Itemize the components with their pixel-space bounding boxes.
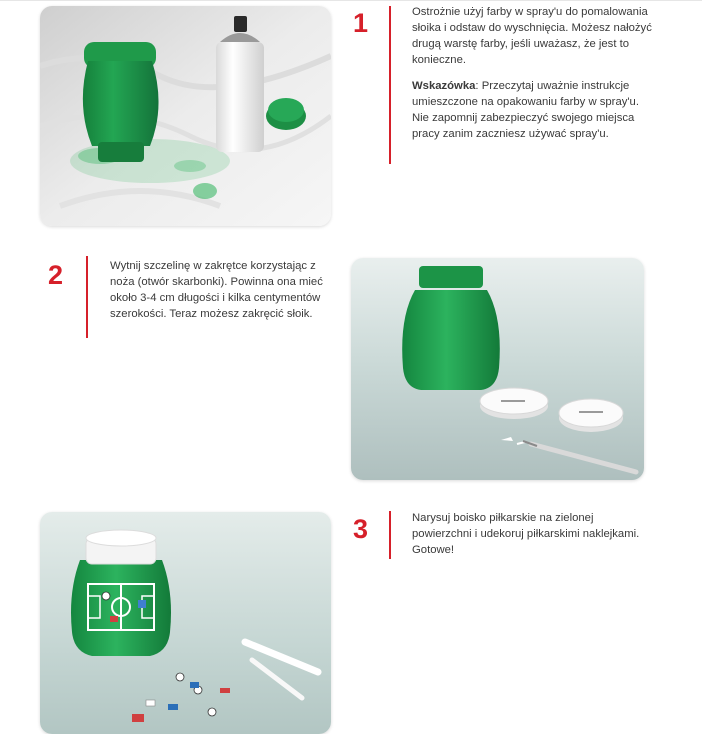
step-1-tip bbox=[412, 78, 657, 142]
step-3-text bbox=[412, 510, 652, 568]
step-3-divider bbox=[389, 511, 391, 559]
step-3-paragraph: Narysuj boisko piłkarskie na zielonej powierzchni i udekoruj piłkarskimi naklejkami. Gotowe! bbox=[412, 512, 640, 556]
tip-text: : Przeczytaj uważnie instrukcje umieszczone na opakowaniu farby w spray'u. Nie zapomnij zabezpieczyć swojego miejsca pracy zanim zaczniesz używać spray'u. bbox=[412, 80, 639, 140]
step-1-text bbox=[412, 4, 657, 152]
step-3-photo bbox=[40, 512, 331, 734]
step-1-paragraph: Ostrożnie użyj farby w spray'u do pomalowania słoika i odstaw do wyschnięcia. Możesz nałożyć drugą warstę farby, jeśli uważasz, że jest to konieczne. bbox=[412, 6, 652, 66]
step-1-photo bbox=[40, 6, 331, 226]
step-2-number: 2 bbox=[48, 260, 64, 290]
step-2-text bbox=[110, 258, 330, 332]
step-1-number: 1 bbox=[353, 8, 369, 38]
step-1-divider bbox=[389, 6, 391, 164]
step-2-paragraph: Wytnij szczelinę w zakrętce korzystając z noża (otwór skarbonki). Powinna ona mieć około 3-4 cm długości i kilka centymentów szerokości. Teraz możesz zakręcić słoik. bbox=[110, 260, 323, 320]
step-2-photo bbox=[351, 258, 644, 480]
top-divider bbox=[0, 0, 702, 1]
step-2-divider bbox=[86, 256, 88, 338]
tip-label: Wskazówka bbox=[412, 80, 476, 92]
step-3-number: 3 bbox=[353, 514, 369, 544]
